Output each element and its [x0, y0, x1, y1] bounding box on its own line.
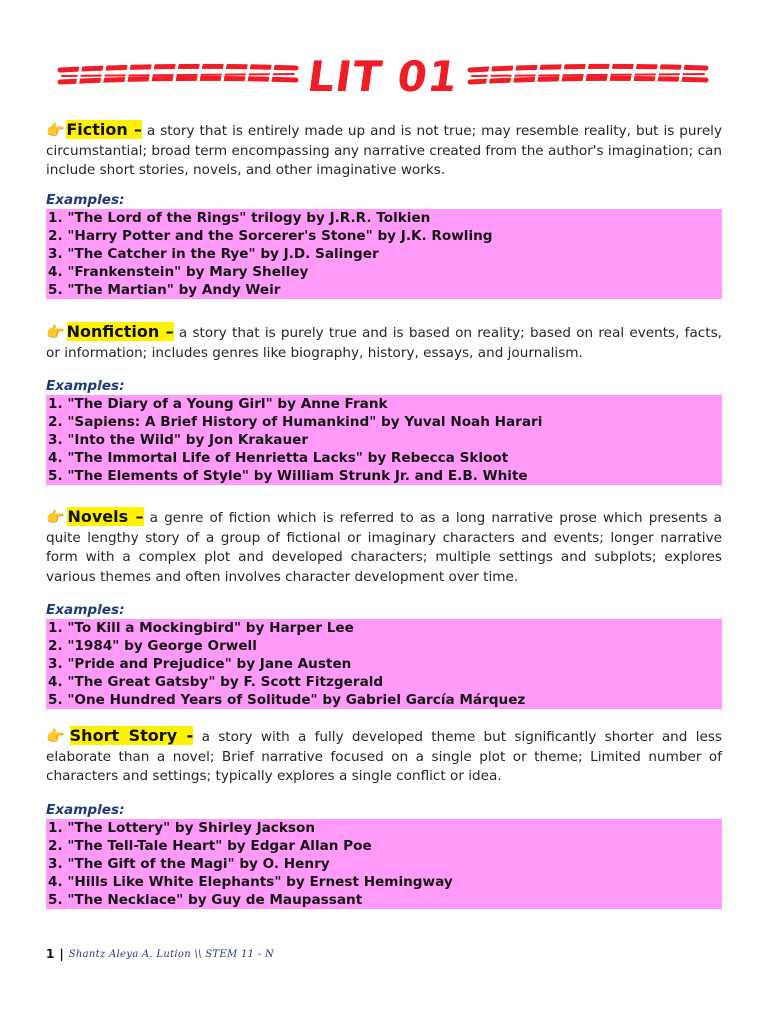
examples-label: Examples:: [46, 602, 125, 618]
examples-label: Examples:: [46, 191, 125, 208]
definition-paragraph: [46, 507, 722, 587]
examples-list: [46, 209, 722, 299]
list-item: 5. "The Elements of Style" by William Strunk Jr. and E.B. White: [48, 468, 528, 484]
definition-paragraph: [46, 120, 722, 181]
pointing-hand-icon: 👉: [46, 323, 66, 341]
definition-paragraph: [46, 322, 722, 363]
definition-text: a story that is purely true and is based on reality; based on real events, facts, or information; includes genres like biography, history, essays, and journalism.: [46, 325, 722, 361]
examples-list: [46, 619, 722, 709]
definition-text: a genre of fiction which is referred to as a long narrative prose which presents a quite lengthy story of a group of fictional or imaginary characters and events; longer narrative form with a complex plot and developed characters; multiple settings and subplots; explores various themes and often involves character development over time.: [46, 510, 722, 585]
list-item: 4. "Frankenstein" by Mary Shelley: [48, 263, 309, 280]
list-item: 4. "The Immortal Life of Henrietta Lacks" by Rebecca Skloot: [48, 450, 509, 466]
footer-separator: |: [59, 947, 64, 961]
pointing-hand-icon: 👉: [46, 508, 67, 526]
list-item: 5. "The Martian" by Andy Weir: [48, 281, 281, 298]
definition-text: a story with a fully developed theme but significantly shorter and less elaborate than a novel; Brief narrative focused on a single plot or theme; Limited number of characters and settings; typically explores a single conflict or idea.: [46, 729, 723, 784]
list-item: 2. "1984" by George Orwell: [48, 638, 257, 654]
author-signature: Shantz Aleya A. Lution \\ STEM 11 - N: [68, 948, 275, 960]
term-label: Short Story -: [69, 726, 194, 745]
section-novels: [46, 507, 722, 709]
list-item: 5. "One Hundred Years of Solitude" by Gabriel García Márquez: [48, 692, 526, 708]
term-label: Novels –: [67, 507, 144, 526]
list-item: 1. "The Diary of a Young Girl" by Anne Frank: [48, 396, 388, 412]
examples-label: Examples:: [46, 801, 125, 818]
list-item: 3. "Pride and Prejudice" by Jane Austen: [48, 656, 352, 672]
page-title: LIT 01: [304, 51, 462, 101]
page-number: 1: [46, 947, 55, 961]
left-dash-ornament: [56, 46, 300, 106]
list-item: 4. "Hills Like White Elephants" by Ernest Hemingway: [48, 873, 453, 890]
page-header: [56, 46, 710, 106]
list-item: 2. "Harry Potter and the Sorcerer's Stone" by J.K. Rowling: [48, 227, 493, 244]
list-item: 5. "The Necklace" by Guy de Maupassant: [48, 891, 363, 908]
examples-list: [46, 819, 722, 909]
list-item: 3. "The Catcher in the Rye" by J.D. Salinger: [48, 245, 379, 262]
term-label: Nonfiction –: [66, 322, 174, 341]
section-fiction: [46, 120, 722, 299]
list-item: 1. "The Lord of the Rings" trilogy by J.R.R. Tolkien: [48, 209, 431, 226]
list-item: 2. "The Tell-Tale Heart" by Edgar Allan Poe: [48, 837, 372, 854]
list-item: 1. "To Kill a Mockingbird" by Harper Lee: [48, 620, 354, 636]
page-footer: [46, 947, 274, 961]
definition-text: a story that is entirely made up and is not true; may resemble reality, but is purely circumstantial; broad term encompassing any narrative created from the author's imagination; can include short stories, novels, and other imaginative works.: [46, 123, 723, 178]
examples-list: [46, 395, 722, 485]
list-item: 2. "Sapiens: A Brief History of Humankind" by Yuval Noah Harari: [48, 414, 543, 430]
pointing-hand-icon: 👉: [46, 121, 66, 139]
pointing-hand-icon: 👉: [46, 727, 69, 745]
section-short-story: [46, 726, 722, 909]
list-item: 3. "The Gift of the Magi" by O. Henry: [48, 855, 330, 872]
list-item: 4. "The Great Gatsby" by F. Scott Fitzgerald: [48, 674, 384, 690]
right-dash-ornament: [466, 46, 710, 106]
definition-paragraph: [46, 726, 722, 787]
term-label: Fiction –: [66, 120, 142, 139]
examples-label: Examples:: [46, 378, 125, 394]
section-nonfiction: [46, 322, 722, 485]
list-item: 1. "The Lottery" by Shirley Jackson: [48, 819, 316, 836]
list-item: 3. "Into the Wild" by Jon Krakauer: [48, 432, 309, 448]
